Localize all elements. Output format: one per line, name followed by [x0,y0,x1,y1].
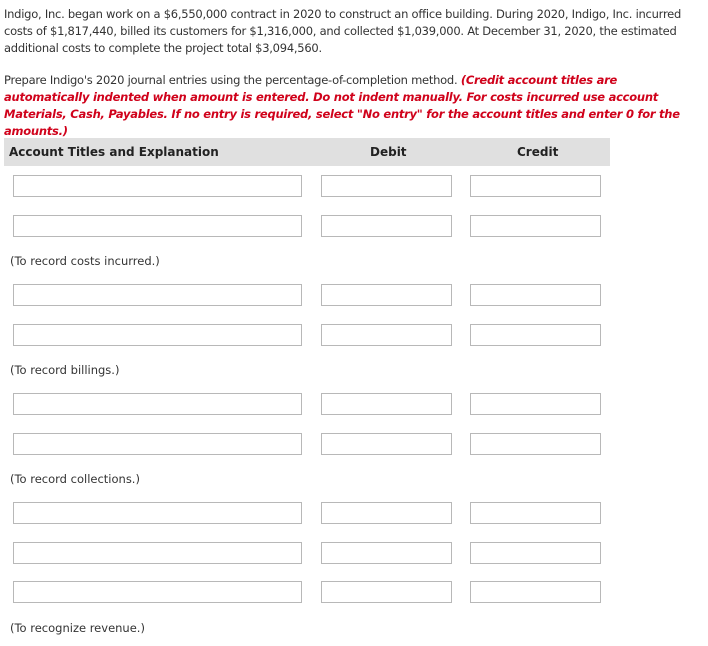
journal-row [0,215,708,237]
account-title-input[interactable] [13,502,302,524]
debit-input[interactable] [321,284,452,306]
instructions-lead: Prepare Indigo's 2020 journal entries using the percentage-of-completion method. [4,73,458,87]
credit-input[interactable] [470,324,601,346]
debit-input[interactable] [321,581,452,603]
credit-input[interactable] [470,542,601,564]
credit-input[interactable] [470,393,601,415]
instructions [4,72,704,140]
credit-input[interactable] [470,502,601,524]
account-title-input[interactable] [13,284,302,306]
credit-input[interactable] [470,175,601,197]
account-title-input[interactable] [13,393,302,415]
credit-input[interactable] [470,215,601,237]
journal-row [0,433,708,455]
debit-input[interactable] [321,502,452,524]
debit-input[interactable] [321,215,452,237]
journal-row [0,542,708,564]
debit-input[interactable] [321,324,452,346]
account-title-input[interactable] [13,215,302,237]
journal-row [0,502,708,524]
credit-input[interactable] [470,284,601,306]
debit-input[interactable] [321,175,452,197]
journal-row [0,284,708,306]
debit-input[interactable] [321,393,452,415]
entry-explanation: (To recognize revenue.) [10,621,145,635]
header-credit: Credit [517,145,559,159]
entry-explanation: (To record billings.) [10,363,120,377]
journal-table-header [4,138,610,166]
debit-input[interactable] [321,542,452,564]
account-title-input[interactable] [13,324,302,346]
entry-explanation: (To record costs incurred.) [10,254,160,268]
debit-input[interactable] [321,433,452,455]
journal-row [0,175,708,197]
journal-row [0,393,708,415]
account-title-input[interactable] [13,175,302,197]
problem-statement: Indigo, Inc. began work on a $6,550,000 contract in 2020 to construct an office building. During 2020, Indigo, Inc. incurred costs of $1,817,440, billed its customers for $1,316,000, and collected $1,039,000. At December 31, 2020, the estimated additional costs to complete the project total $3,094,560. [4,7,682,55]
credit-input[interactable] [470,581,601,603]
header-debit: Debit [370,145,407,159]
account-title-input[interactable] [13,433,302,455]
account-title-input[interactable] [13,542,302,564]
account-title-input[interactable] [13,581,302,603]
entry-explanation: (To record collections.) [10,472,140,486]
journal-row [0,324,708,346]
header-account-titles: Account Titles and Explanation [9,145,219,159]
instructions-note: (Credit account titles are automatically indented when amount is entered. Do not indent manually. For costs incurred use account Materials, Cash, Payables. If no entry is required, select "No entry" for the account titles and enter 0 for the amounts.) [4,73,680,138]
journal-row [0,581,708,603]
credit-input[interactable] [470,433,601,455]
